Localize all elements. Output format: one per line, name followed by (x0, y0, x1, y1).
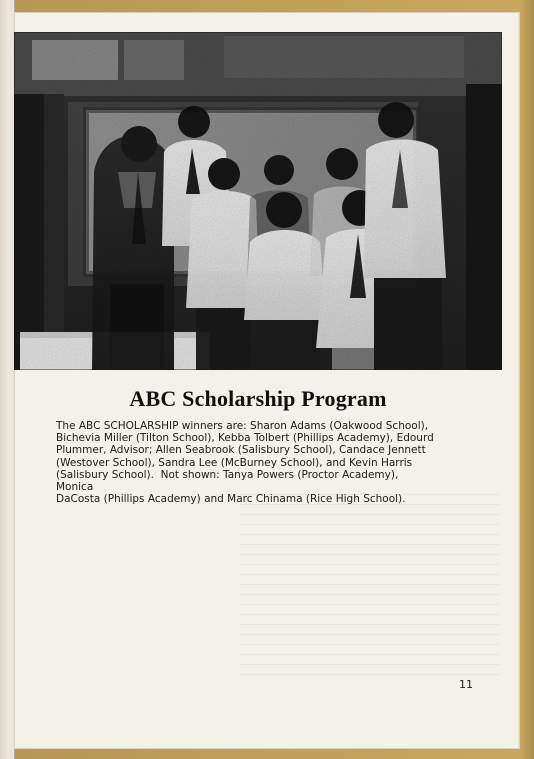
facing-page-edge (0, 0, 15, 759)
article-title: ABC Scholarship Program (129, 386, 387, 411)
page-number: 11 (459, 678, 473, 691)
photo-caption: The ABC SCHOLARSHIP winners are: Sharon Adams (Oakwood School), Bichevia Miller (Tilton School), Kebba Tolbert (Phillips Academy), Edourd Plummer, Advisor; Allen Seabrook (Salisbury School), Candace Jennett (Westover School), Sandra Lee (McBurney School), and Kevin Harris (Salisbury School). Not shown: Tanya Powers (Proctor Academy), Monica DaCosta (Phillips Academy) and Marc Chinama (Rice High School). (56, 420, 434, 506)
group-photo-illustration (14, 32, 502, 370)
reverse-side-bleed-through (240, 485, 500, 675)
group-photo (14, 32, 502, 370)
